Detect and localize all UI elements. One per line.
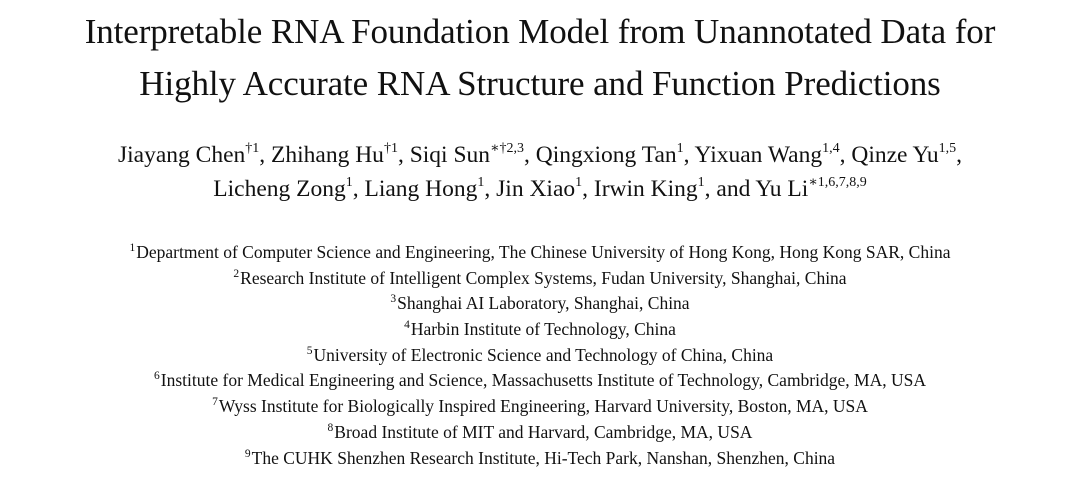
author-affiliation-marker: ∗†2,3 (490, 141, 525, 156)
affiliation-number: 2 (233, 267, 240, 280)
affiliation-number: 5 (306, 344, 313, 357)
author-separator: , (259, 142, 272, 168)
affiliation-number: 9 (244, 447, 251, 460)
author (496, 176, 582, 202)
author-name: Irwin King (593, 176, 698, 202)
author-name: Jin Xiao (496, 176, 576, 202)
affiliation-number: 1 (129, 242, 136, 254)
affiliation (0, 240, 1080, 266)
affiliation-text: The CUHK Shenzhen Research Institute, Hi-Tech Park, Nanshan, Shenzhen, China (251, 447, 836, 468)
author-name: Zhihang Hu (271, 142, 384, 168)
affiliation-text: Institute for Medical Engineering and Science, Massachusetts Institute of Technology, Cambridge, MA, USA (160, 370, 926, 391)
author-name: Licheng Zong (213, 176, 346, 202)
author-affiliation-marker: 1,5 (938, 141, 957, 156)
author-name: Yixuan Wang (694, 142, 823, 168)
author (118, 142, 259, 168)
author-name: Jiayang Chen (118, 142, 246, 168)
author-name: Liang Hong (364, 176, 478, 202)
author (716, 176, 866, 202)
author-separator: , (352, 176, 365, 202)
affiliation-number: 6 (154, 370, 160, 383)
paper-title-line-2: Highly Accurate RNA Structure and Function Predictions (139, 64, 941, 103)
author-affiliation-marker: 1 (345, 175, 353, 190)
affiliation (0, 291, 1080, 317)
affiliation (0, 394, 1080, 420)
author-name: Qingxiong Tan (535, 142, 677, 168)
author-affiliation-marker: 1,4 (822, 141, 840, 156)
author-line-1 (0, 141, 1080, 169)
affiliation-number: 4 (404, 319, 410, 332)
author-separator: , (704, 176, 717, 202)
affiliation-text: Wyss Institute for Biologically Inspired Engineering, Harvard University, Boston, MA, USA (218, 396, 868, 417)
affiliation-list (0, 240, 1080, 471)
author-separator: , (484, 176, 497, 202)
author (410, 142, 524, 168)
affiliation-number: 8 (327, 421, 334, 434)
author-name: Siqi Sun (409, 142, 491, 168)
author-affiliation-marker: 1 (575, 175, 583, 190)
affiliation-text: University of Electronic Science and Technology of China, China (313, 344, 774, 365)
author-separator: , (397, 142, 410, 168)
author (594, 176, 705, 202)
affiliation-text: Broad Institute of MIT and Harvard, Cambridge, MA, USA (334, 421, 753, 442)
author-separator: , (582, 176, 594, 202)
affiliation (0, 368, 1080, 394)
author-name: Qinze Yu (851, 142, 939, 168)
author-affiliation-marker: 1 (697, 175, 705, 190)
affiliation-text: Department of Computer Science and Engineering, The Chinese University of Hong Kong, Hong Kong SAR, China (136, 242, 951, 262)
author (695, 142, 840, 168)
author-affiliation-marker: ∗1,6,7,8,9 (808, 175, 867, 190)
author-line-2 (0, 175, 1080, 203)
affiliation-number: 3 (390, 293, 397, 306)
author-affiliation-marker: 1 (477, 175, 485, 190)
author-affiliation-marker: 1 (676, 141, 684, 156)
author (271, 142, 398, 168)
author (213, 176, 352, 202)
author-separator: , (524, 142, 536, 168)
affiliation-text: Research Institute of Intelligent Complex Systems, Fudan University, Shanghai, China (240, 267, 847, 288)
author-name: and Yu Li (716, 176, 809, 202)
author-separator: , (839, 142, 852, 168)
author-affiliation-marker: †1 (245, 141, 260, 156)
author (536, 142, 684, 168)
affiliation (0, 420, 1080, 446)
affiliation-number: 7 (212, 396, 218, 409)
paper-title-line-1: Interpretable RNA Foundation Model from Unannotated Data for (84, 12, 996, 51)
author-affiliation-marker: †1 (383, 141, 398, 156)
affiliation (0, 266, 1080, 292)
affiliation (0, 446, 1080, 472)
affiliation (0, 317, 1080, 343)
affiliation-text: Harbin Institute of Technology, China (410, 319, 676, 340)
affiliation-text: Shanghai AI Laboratory, Shanghai, China (397, 293, 690, 314)
author-separator: , (956, 142, 962, 168)
author (851, 142, 956, 168)
author-separator: , (683, 142, 695, 168)
affiliation (0, 343, 1080, 369)
author (364, 176, 484, 202)
